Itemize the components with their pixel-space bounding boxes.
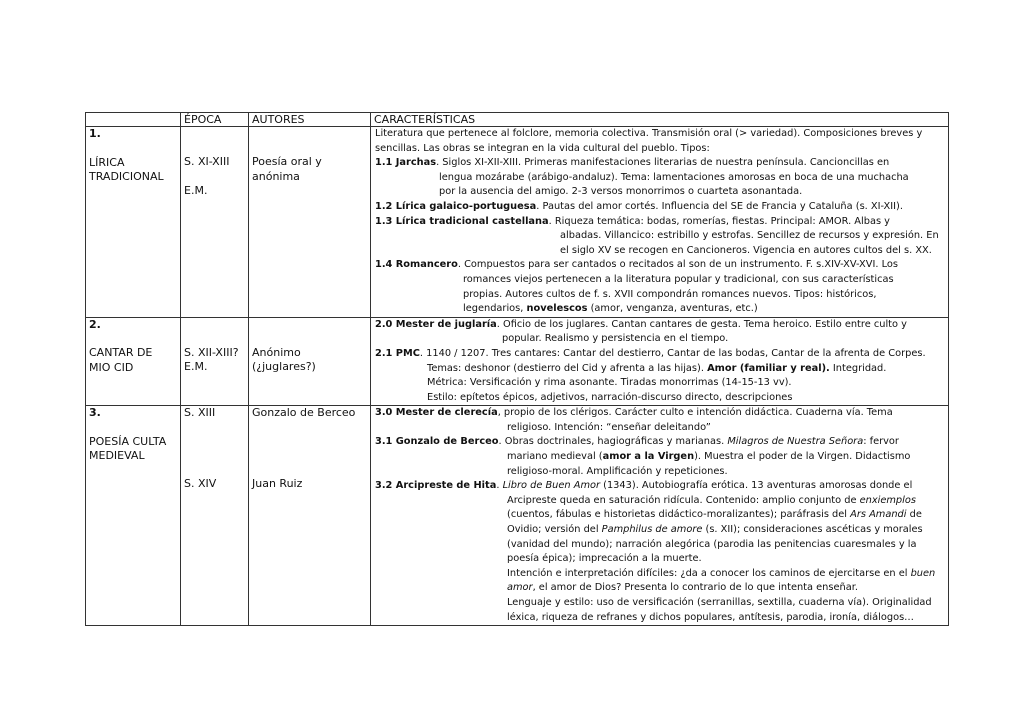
section-1-1 <box>375 156 945 171</box>
header-autores: AUTORES <box>249 113 371 127</box>
text-line <box>375 523 945 538</box>
section-heading: 2.0 Mester de juglaría <box>375 318 497 330</box>
text-line: romances viejos pertenecen a la literatura popular y tradicional, con sus características <box>463 273 894 285</box>
text-fragment: Temas: deshonor (destierro del Cid y afrenta a las hijas). <box>427 362 708 374</box>
autores-value: Anónimo (¿juglares?) <box>252 345 316 374</box>
section-2-0 <box>375 318 945 333</box>
section-3-0 <box>375 406 945 421</box>
literature-table <box>85 112 949 626</box>
text-line: . Pautas del amor cortés. Influencia del SE de Francia y Cataluña (s. XI-XII). <box>536 200 903 212</box>
epoca-value-2: E.M. <box>184 183 208 197</box>
row-title-line2: MIO CID <box>89 360 134 374</box>
text-fragment: : fervor <box>863 436 899 448</box>
text-fragment: Integridad. <box>829 362 887 374</box>
text-fragment: , el amor de Dios? Presenta lo contrario de lo que intenta enseñar. <box>532 582 858 594</box>
row-title-line2: TRADICIONAL <box>89 170 164 184</box>
text-fragment: Ovidio; versión del <box>507 524 602 536</box>
row-number: 3. <box>89 406 101 420</box>
caracteristicas-cell <box>371 127 949 318</box>
text-fragment: . <box>496 480 503 492</box>
section-3-2 <box>375 479 945 494</box>
text-line <box>375 567 945 582</box>
italic-term: buen <box>910 567 936 579</box>
text-line: Lenguaje y estilo: uso de versificación (serranillas, sextilla, cuaderna vía). Originalidad <box>507 597 932 608</box>
text-fragment: de <box>906 509 922 521</box>
text-fragment: legendarios, <box>463 303 527 315</box>
section-3-1 <box>375 435 945 450</box>
section-1-2 <box>375 200 945 215</box>
text-line: por la ausencia del amigo. 2-3 versos monorrimos o cuarteta asonantada. <box>439 186 803 198</box>
row-title-line1: CANTAR DE <box>89 346 153 360</box>
italic-title: Milagros de Nuestra Señora <box>727 436 864 448</box>
text-line: , propio de los clérigos. Carácter culto e intención didáctica. Cuaderna vía. Tema <box>497 407 893 419</box>
section-2-1 <box>375 347 945 362</box>
text-fragment: mariano medieval ( <box>507 451 603 463</box>
row-number: 1. <box>89 127 101 140</box>
autores-cell <box>249 317 371 406</box>
section-heading: 3.2 Arcipreste de Hita <box>375 480 497 492</box>
caracteristicas-cell <box>371 406 949 626</box>
text-line <box>375 302 945 317</box>
table-row-cantar <box>86 317 949 406</box>
text-line <box>375 581 945 596</box>
section-heading: 2.1 PMC <box>375 347 420 359</box>
bold-term: Amor (familiar y real). <box>707 362 830 374</box>
autores-value: Gonzalo de Berceo <box>252 406 356 420</box>
text-line: albadas. Villancico: estribillo y estrofas. Sencillez de recursos y expresión. En <box>560 230 939 242</box>
table-header-row <box>86 113 949 127</box>
epoca-value-2: E.M. <box>184 360 208 374</box>
text-line: Métrica: Versificación y rima asonante. Tiradas monorrimas (14-15-13 vv). <box>427 377 792 389</box>
row-title-line1: POESÍA CULTA <box>89 434 167 448</box>
table-row-lirica <box>86 127 949 318</box>
text-fragment: (amor, venganza, aventuras, etc.) <box>587 303 758 315</box>
autores-cell <box>249 406 371 626</box>
section-1-4 <box>375 258 945 273</box>
italic-title: Libro de Buen Amor <box>502 480 601 492</box>
row-label-cell <box>86 127 181 318</box>
epoca-value-2: S. XIV <box>184 476 217 490</box>
text-line: . Riqueza temática: bodas, romerías, fiestas. Principal: AMOR. Albas y <box>548 215 890 227</box>
epoca-value: S. XI-XIII <box>184 155 230 168</box>
bold-term: novelescos <box>526 303 588 315</box>
text-fragment: (s. XII); consideraciones ascéticas y morales <box>702 524 923 536</box>
caracteristicas-cell <box>371 317 949 406</box>
text-line: lengua mozárabe (arábigo-andaluz). Tema: lamentaciones amorosas en boca de una muchacha <box>439 171 909 183</box>
epoca-cell <box>181 127 249 318</box>
text-fragment: Intención e interpretación difíciles: ¿da a conocer los caminos de ejercitarse en el <box>507 567 911 579</box>
text-line: . Siglos XI-XII-XIII. Primeras manifestaciones literarias de nuestra península. Cancioncillas en <box>436 157 890 169</box>
text-line: poesía épica); imprecación a la muerte. <box>507 553 702 565</box>
row-number: 2. <box>89 317 101 331</box>
italic-term: enxiemplos <box>859 494 916 506</box>
section-heading: 3.0 Mester de clerecía <box>375 407 498 419</box>
autores-value: Poesía oral y <box>252 155 322 168</box>
text-line: propias. Autores cultos de f. s. XVII compondrán romances nuevos. Tipos: históricos, <box>463 288 877 300</box>
header-epoca: ÉPOCA <box>181 113 249 127</box>
text-line: (vanidad del mundo); narración alegórica (parodia las penitencias cuaresmales y la <box>507 538 917 550</box>
text-line: sencillas. Las obras se integran en la vida cultural del pueblo. Tipos: <box>375 142 710 154</box>
section-heading: 1.1 Jarchas <box>375 157 437 169</box>
text-fragment: Arcipreste queda en saturación ridícula. Contenido: amplio conjunto de <box>507 494 860 506</box>
table-row-poesia <box>86 406 949 626</box>
italic-term: Ars Amandi <box>850 509 907 521</box>
text-line <box>375 362 945 377</box>
text-line: . Compuestos para ser cantados o recitados al son de un instrumento. F. s.XIV-XV-XVI. Los <box>457 259 898 271</box>
text-line: religioso. Intención: “enseñar deleitando” <box>507 421 711 433</box>
section-1-3 <box>375 215 945 230</box>
text-line <box>375 494 945 509</box>
header-empty <box>86 113 181 127</box>
text-line: . Oficio de los juglares. Cantan cantares de gesta. Tema heroico. Estilo entre culto y <box>496 318 907 330</box>
row-title-line2: MEDIEVAL <box>89 449 145 463</box>
autores-value-2: anónima <box>252 169 300 183</box>
header-caracteristicas: CARACTERÍSTICAS <box>371 113 949 127</box>
text-fragment: (cuentos, fábulas e historietas didáctico-moralizantes); paráfrasis del <box>507 509 851 521</box>
row-label-cell <box>86 317 181 406</box>
bold-term: amor a la Virgen <box>602 451 695 463</box>
epoca-value: S. XII-XIII? <box>184 345 239 359</box>
text-fragment: (1343). Autobiografía erótica. 13 aventuras amorosas donde el <box>600 480 913 492</box>
row-label-cell <box>86 406 181 626</box>
italic-term: Pamphilus de amore <box>601 524 703 536</box>
autores-value-2: Juan Ruiz <box>252 476 303 490</box>
section-heading: 3.1 Gonzalo de Berceo <box>375 436 499 448</box>
epoca-cell <box>181 317 249 406</box>
text-fragment: ). Muestra el poder de la Virgen. Didactismo <box>694 451 911 463</box>
section-heading: 1.2 Lírica galaico-portuguesa <box>375 200 537 212</box>
text-line: el siglo XV se recogen en Cancioneros. Vigencia en autores cultos del s. XX. <box>560 244 932 256</box>
text-line: léxica, riqueza de refranes y dichos populares, antítesis, parodia, ironía, diálogos… <box>507 611 914 623</box>
text-line: Literatura que pertenece al folclore, memoria colectiva. Transmisión oral (> variedad). Composiciones breves y <box>375 128 923 139</box>
document-sheet <box>85 112 948 626</box>
text-fragment: . Obras doctrinales, hagiográficas y marianas. <box>498 436 728 448</box>
row-title-line1: LÍRICA <box>89 155 125 169</box>
text-line <box>375 450 945 465</box>
section-heading: 1.4 Romancero <box>375 259 458 271</box>
text-line: Estilo: epítetos épicos, adjetivos, narración-discurso directo, descripciones <box>427 391 793 403</box>
epoca-cell <box>181 406 249 626</box>
autores-cell <box>249 127 371 318</box>
text-line <box>375 508 945 523</box>
text-line: . 1140 / 1207. Tres cantares: Cantar del destierro, Cantar de las bodas, Cantar de la afrenta de Corpes. <box>419 347 926 359</box>
text-line: popular. Realismo y persistencia en el tiempo. <box>502 333 729 345</box>
epoca-value: S. XIII <box>184 406 216 420</box>
section-heading: 1.3 Lírica tradicional castellana <box>375 215 549 227</box>
text-line: religioso-moral. Amplificación y repeticiones. <box>507 465 728 477</box>
italic-term: amor <box>507 582 533 594</box>
